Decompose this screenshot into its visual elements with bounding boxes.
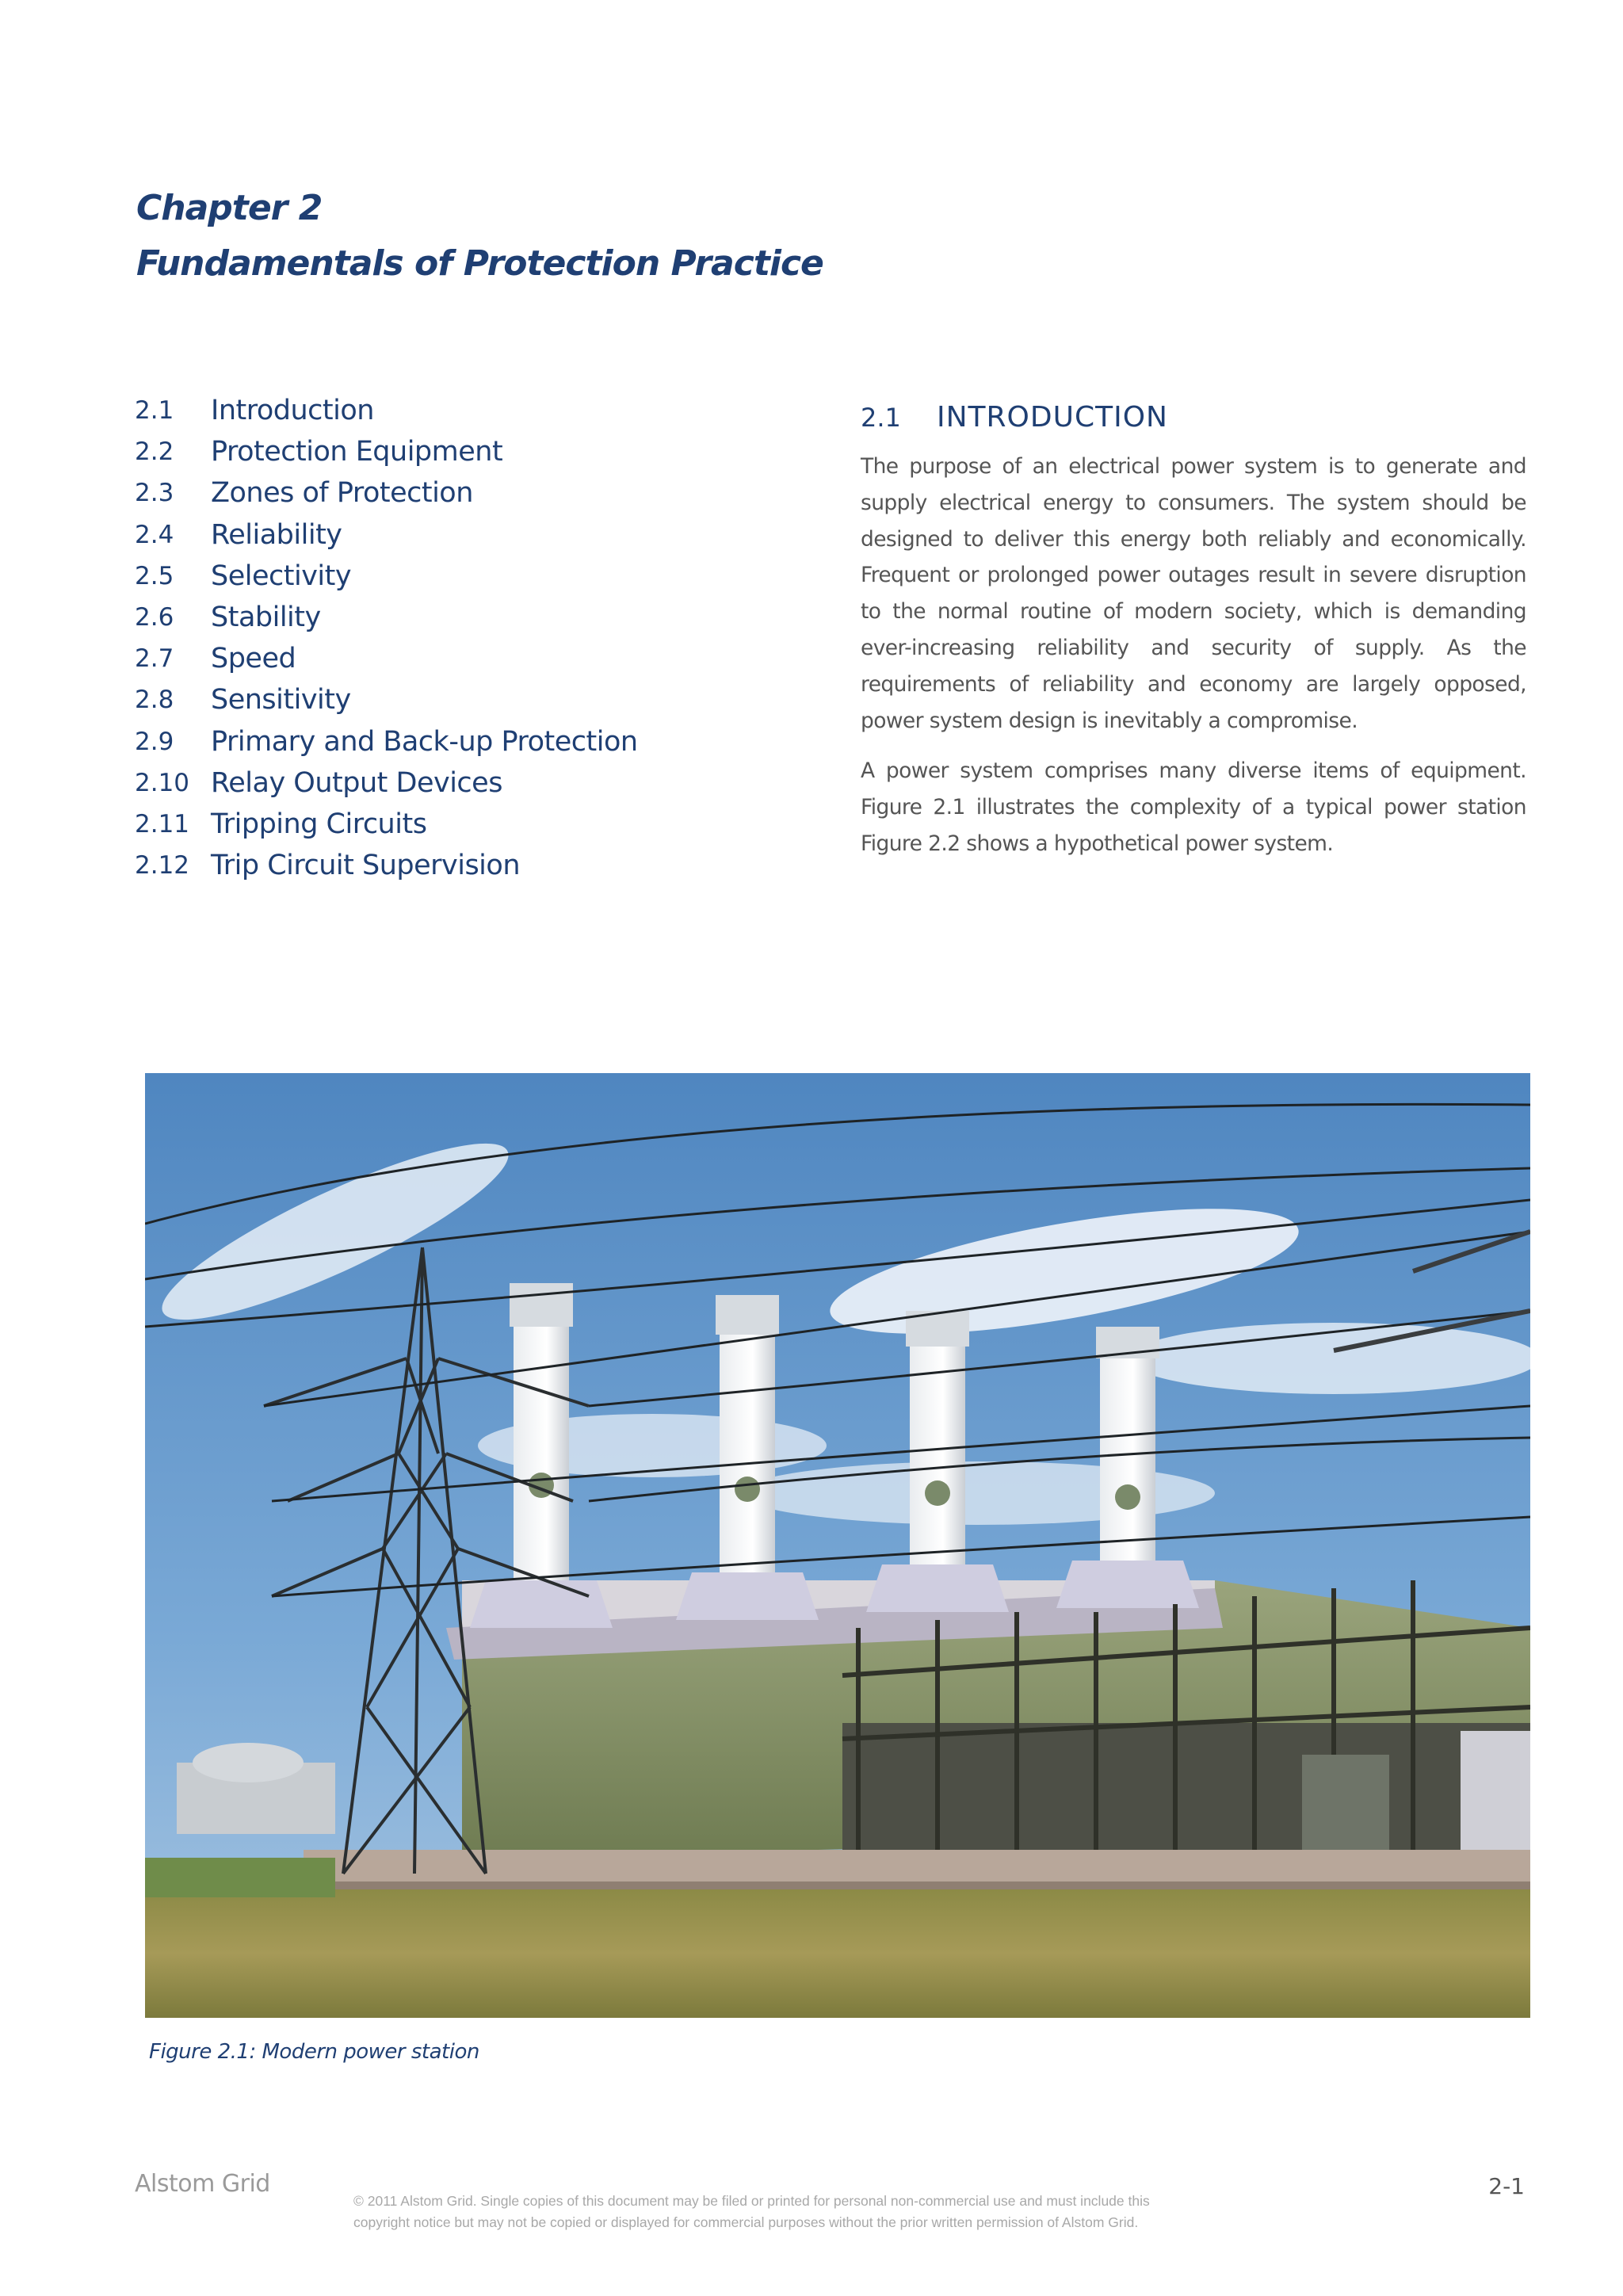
toc-label: Protection Equipment [211, 436, 503, 468]
toc-label: Introduction [211, 395, 374, 427]
toc-item[interactable] [135, 679, 769, 720]
toc-number: 2.6 [135, 603, 174, 632]
toc-item[interactable] [135, 472, 769, 514]
table-of-contents [135, 390, 769, 886]
toc-number: 2.5 [135, 561, 174, 590]
chapter-heading [136, 181, 1087, 292]
section-body [861, 449, 1526, 877]
toc-number: 2.10 [135, 768, 190, 797]
toc-number: 2.12 [135, 851, 190, 881]
copyright-line: copyright notice but may not be copied or displayed for commercial purposes without the prior written permission of Alstom Grid. [353, 2214, 1139, 2230]
toc-item[interactable] [135, 762, 769, 804]
toc-number: 2.2 [135, 437, 174, 467]
toc-item[interactable] [135, 721, 769, 762]
toc-label: Zones of Protection [211, 477, 473, 510]
paragraph: A power system comprises many diverse items of equipment. Figure 2.1 illustrates the complexity of a typical power station Figure 2.2 shows a hypothetical power system. [861, 758, 1526, 856]
toc-item[interactable] [135, 804, 769, 845]
copyright-notice [353, 2191, 1304, 2233]
toc-item[interactable] [135, 431, 769, 472]
toc-label: Selectivity [211, 560, 352, 592]
chapter-number: Chapter 2 [136, 188, 323, 228]
section-title: INTRODUCTION [937, 401, 1168, 434]
footer-brand: Alstom Grid [135, 2170, 270, 2198]
toc-item[interactable] [135, 556, 769, 597]
toc-label: Relay Output Devices [211, 766, 502, 799]
page-number: 2-1 [1488, 2173, 1525, 2199]
toc-number: 2.3 [135, 479, 174, 508]
toc-label: Primary and Back-up Protection [211, 725, 638, 758]
toc-label: Trip Circuit Supervision [211, 850, 521, 882]
chapter-title: Fundamentals of Protection Practice [136, 243, 823, 284]
toc-item[interactable] [135, 597, 769, 638]
toc-item[interactable] [135, 845, 769, 886]
toc-number: 2.7 [135, 644, 174, 674]
figure-caption: Figure 2.1: Modern power station [149, 2040, 479, 2064]
toc-label: Sensitivity [211, 684, 351, 716]
toc-number: 2.8 [135, 686, 174, 715]
paragraph: The purpose of an electrical power system is to generate and supply electrical energy to consumers. The system should be designed to deliver this energy both reliably and economically. Frequent or prolonged power outages result in severe disruption to the normal routine of modern society, which is demanding ever-increasing reliability and security of supply. As the requirements of reliability and economy are largely opposed, power system design is inevitably a compromise. [861, 454, 1526, 733]
toc-label: Reliability [211, 518, 342, 551]
toc-item[interactable] [135, 390, 769, 431]
power-station-photo [145, 1073, 1530, 2018]
toc-number: 2.11 [135, 809, 190, 839]
section-number: 2.1 [861, 403, 901, 433]
toc-number: 2.4 [135, 520, 174, 549]
toc-item[interactable] [135, 638, 769, 679]
toc-number: 2.1 [135, 396, 174, 426]
toc-number: 2.9 [135, 727, 174, 756]
copyright-line: © 2011 Alstom Grid. Single copies of this document may be filed or printed for personal non-commercial use and must include this [353, 2193, 1150, 2209]
section-heading [861, 401, 1534, 434]
toc-item[interactable] [135, 514, 769, 556]
toc-label: Speed [211, 643, 296, 675]
toc-label: Tripping Circuits [211, 808, 427, 840]
toc-label: Stability [211, 602, 321, 634]
